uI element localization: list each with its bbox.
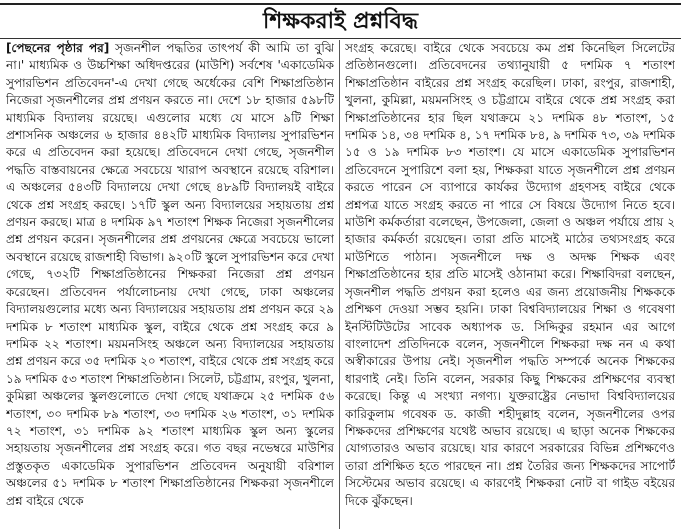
article-column-right	[345, 40, 675, 529]
right-column-body: সংগ্রহ করেছে। বাইরে থেকে সবচেয়ে কম প্রশ্ন কিনেছিল সিলেটের প্রতিষ্ঠানগুলো। প্রতিবেদনের তথ্যানুযায়ী ৫ দশমিক ৭ শতাংশ শিক্ষাপ্রতিষ্ঠান বাইরের প্রশ্ন সংগ্রহ করেছিল। ঢাকা, রংপুর, রাজশাহী, খুলনা, কুমিল্লা, ময়মনসিংহ ও চট্টগ্রামে বাইরে থেকে প্রশ্ন সংগ্রহ করা শিক্ষাপ্রতিষ্ঠানের হার ছিল যথাক্রমে ২১ দশমিক ৪৮ শতাংশ, ১৫ দশমিক ১৪, ৩৪ দশমিক ৪, ১৭ দশমিক ৮৪, ৯ দশমিক ৭৩, ৩৯ দশমিক ১৫ ও ১৯ দশমিক ৮৩ শতাংশ। যে মাসে একাডেমিক সুপারভিশন প্রতিবেদনে সুপারিশে বলা হয়, শিক্ষকরা যাতে সৃজনশীলে প্রশ্ন প্রণয়ন করতে পারেন সে ব্যাপারে কার্যকর উদ্যোগ গ্রহণসহ বাইরে থেকে প্রশ্নপত্র যাতে সংগ্রহ করতে না পারে সে বিষয়ে উদ্যোগ নিতে হবে। মাউশি কর্মকর্তারা বলেছেন, উপজেলা, জেলা ও অঞ্চল পর্যায়ে প্রায় ২ হাজার কর্মকর্তা রয়েছেন। তারা প্রতি মাসেই মাঠের তথ্যসংগ্রহ করে মাউশিতে পাঠান। সৃজনশীলে দক্ষ ও অদক্ষ শিক্ষক এবং শিক্ষাপ্রতিষ্ঠানের হার প্রতি মাসেই ওঠানামা করে। শিক্ষাবিদরা বলছেন, সৃজনশীল পদ্ধতি প্রণয়ন করা হলেও এর জন্য প্রয়োজনীয় শিক্ষককে প্রশিক্ষণ দেওয়া সম্ভব হয়নি। ঢাকা বিশ্ববিদ্যালয়ের শিক্ষা ও গবেষণা ইনস্টিটিউটের সাবেক অধ্যাপক ড. সিদ্দিকুর রহমান এর আগে বাংলাদেশ প্রতিদিনকে বলেন, সৃজনশীলে শিক্ষকরা দক্ষ নন এ কথা অস্বীকারের উপায় নেই। সৃজনশীল পদ্ধতি সম্পর্কে অনেক শিক্ষকের ধারণাই নেই। তিনি বলেন, সরকার কিছু শিক্ষকের প্রশিক্ষণের ব্যবস্থা করেছে। কিন্তু এ সংখ্যা নগণ্য। যুক্তরাষ্ট্রের নেভাদা বিশ্ববিদ্যালয়ের কারিকুলাম গবেষক ড. কাজী শহীদুল্লাহ বলেন, সৃজনশীলের ওপর শিক্ষকদের প্রশিক্ষণের যথেষ্ট অভাব রয়েছে। এ ছাড়া অনেক শিক্ষকের যোগ্যতারও অভাব রয়েছে। যার কারণে সরকারের বিভিন্ন প্রশিক্ষণেও তারা প্রশিক্ষিত হতে পারছেন না। প্রশ্ন তৈরির জন্য শিক্ষকদের সাপোর্ট সিস্টেমের অভাব রয়েছে। এ কারণেই শিক্ষকরা নোট বা গাইড বইয়ের দিকে ঝুঁকছেন।	[345, 41, 675, 508]
headline-rule	[0, 38, 681, 39]
article-column-left	[6, 40, 334, 529]
left-column-body: সৃজনশীল পদ্ধতির তাৎপর্য কী আমি তা বুঝি না।' মাধ্যমিক ও উচ্চশিক্ষা অধিদপ্তরের (মাউশি) সর্বশেষ 'একাডেমিক সুপারভিশন প্রতিবেদন'-এ দেখা গেছে অর্ধেকের বেশি শিক্ষাপ্রতিষ্ঠান নিজেরা সৃজনশীলের প্রশ্ন প্রণয়ন করতে না। দেশে ১৮ হাজার ৫৯৮টি মাধ্যমিক বিদ্যালয় রয়েছে। এগুলোর মধ্যে যে মাসে ৯টি শিক্ষা প্রশাসনিক অঞ্চলের ৬ হাজার ৪৪২টি মাধ্যমিক বিদ্যালয় সুপারভিশন করে এ প্রতিবেদন করা হয়েছে। প্রতিবেদনে দেখা গেছে, সৃজনশীল পদ্ধতি বাস্তবায়নের ক্ষেত্রে সবচেয়ে খারাপ অবস্থানে রয়েছে বরিশাল। এ অঞ্চলের ৫৪৩টি বিদ্যালয়ে দেখা গেছে ৪৮৯টি বিদ্যালয়ই বাইরে থেকে প্রশ্ন সংগ্রহ করছে। ১৭টি স্কুল অন্য বিদ্যালয়ের সহায়তায় প্রশ্ন প্রণয়ন করছে। মাত্র ৪ দশমিক ৯৭ শতাংশ শিক্ষক নিজেরা সৃজনশীলের প্রশ্ন প্রণয়ন করেন। সৃজনশীলের প্রশ্ন প্রণয়নের ক্ষেত্রে সবচেয়ে ভালো অবস্থানে রয়েছে রাজশাহী বিভাগ। ৯২০টি স্কুলে সুপারভিশন করে দেখা গেছে, ৭৩২টি শিক্ষাপ্রতিষ্ঠানের শিক্ষকরা নিজেরা প্রশ্ন প্রণয়ন করেছেন। প্রতিবেদন পর্যালোচনায় দেখা গেছে, ঢাকা অঞ্চলের বিদ্যালয়গুলোর মধ্যে অন্য বিদ্যালয়ের সহায়তায় প্রশ্ন প্রণয়ন করে ২৯ দশমিক ৮ শতাংশ মাধ্যমিক স্কুল, বাইরে থেকে প্রশ্ন সংগ্রহ করে ৯ দশমিক ২২ শতাংশ। ময়মনসিংহ অঞ্চলে অন্য বিদ্যালয়ের সহায়তায় প্রশ্ন প্রণয়ন করে ৩৫ দশমিক ২০ শতাংশ, বাইরে থেকে প্রশ্ন সংগ্রহ করে ১৯ দশমিক ৫৩ শতাংশ শিক্ষাপ্রতিষ্ঠান। সিলেট, চট্টগ্রাম, রংপুর, খুলনা, কুমিল্লা অঞ্চলের স্কুলগুলোতে দেখা গেছে যথাক্রমে ২৫ দশমিক ৫৬ শতাংশ, ৩০ দশমিক ৮৯ শতাংশ, ৩৩ দশমিক ২৬ শতাংশ, ৩১ দশমিক ৭২ শতাংশ, ৩১ দশমিক ৯২ শতাংশ মাধ্যমিক স্কুল অন্য স্কুলের সহায়তায় সৃজনশীলের প্রশ্ন সংগ্রহ করে। গত বছর নভেম্বরে মাউশির প্রস্তুতকৃত একাডেমিক সুপারভিশন প্রতিবেদন অনুযায়ী বরিশাল অঞ্চলের ৫১ দশমিক ৮ শতাংশ শিক্ষাপ্রতিষ্ঠানের শিক্ষকরা সৃজনশীলে প্রশ্ন বাইরে থেকে	[6, 41, 334, 508]
column-divider	[339, 40, 340, 529]
continuation-label: [পেছনের পৃষ্ঠার পর]	[6, 41, 110, 55]
top-rule	[0, 3, 681, 5]
headline: শিক্ষকরাই প্রশ্নবিদ্ধ	[262, 8, 419, 34]
left-column-text	[6, 40, 334, 510]
